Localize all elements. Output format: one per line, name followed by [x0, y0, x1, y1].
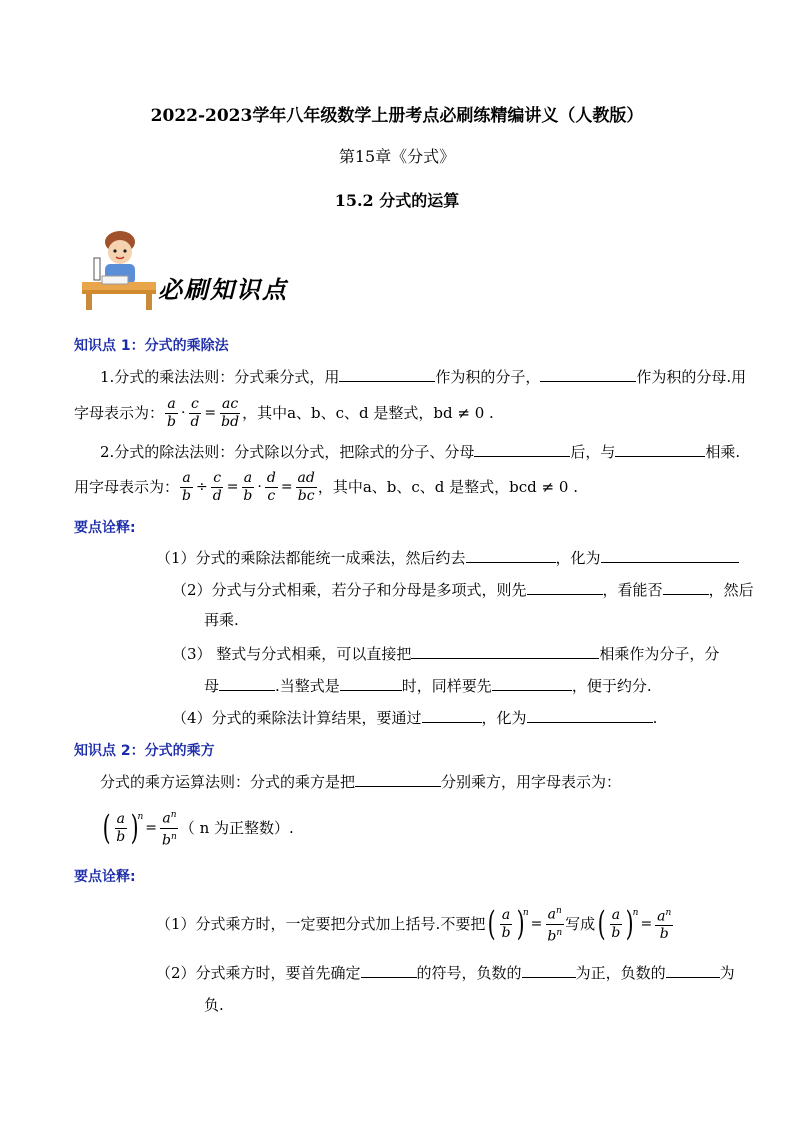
fraction: $\frac{ac}{bd}$ [221, 395, 240, 430]
note1-item2: （2）分式与分式相乘，若分子和分母是多项式，则先 ，看能否 ，然后 [172, 581, 754, 599]
note2-item2: （2）分式乘方时，要首先确定 的符号，负数的 为正，负数的 为 [156, 964, 735, 982]
fraction: $\frac{c}{d}$ [190, 395, 200, 430]
answer-blank[interactable] [474, 441, 570, 457]
fraction: $\frac{c}{d}$ [212, 469, 222, 504]
fraction: $\frac{a^n}{b}$ [657, 907, 672, 943]
fraction: $\frac{a}{b}$ [116, 810, 126, 845]
kp2-rule-line1: 分式的乘方运算法则：分式的乘方是把 分别乘方，用字母表示为： [100, 773, 622, 791]
kp1-rule2-line2: 用字母表示为： $\frac{a}{b}$ ÷ $\frac{c}{d}$ = $\frac{a}{b}$ · $\frac{d}{c}$ = $\frac{ad}{bc}$ ，其中a、b、c、d 是整式，bcd ≠ 0 . [74, 469, 578, 504]
answer-blank[interactable] [339, 366, 435, 382]
note1-item3: （3） 整式与分式相乘，可以直接把 相乘作为分子，分 [172, 645, 720, 663]
answer-blank[interactable] [663, 579, 709, 595]
kp2-heading: 知识点 2：分式的乘方 [74, 743, 215, 759]
section-title: 15.2 分式的运算 [334, 191, 460, 210]
fraction: $\frac{ad}{bc}$ [297, 469, 315, 504]
chapter-title: 第15章《分式》 [338, 147, 456, 166]
note1-item3-cont: 母 .当整式是 时，同样要先 ，便于约分. [204, 677, 652, 695]
fraction: $\frac{d}{c}$ [266, 469, 276, 504]
fraction: $\frac{a}{b}$ [243, 469, 253, 504]
fraction: $\frac{a}{b}$ [167, 395, 176, 430]
note1-item1: （1）分式的乘除法都能统一成乘法，然后约去 ，化为 [156, 547, 739, 568]
answer-blank[interactable] [422, 707, 482, 723]
kp1-rule1-line2: 字母表示为： $\frac{a}{b}$ · $\frac{c}{d}$ = $\frac{ac}{bd}$ ，其中a、b、c、d 是整式，bd ≠ 0 . [74, 395, 494, 430]
answer-blank[interactable] [340, 675, 402, 691]
answer-blank[interactable] [527, 707, 653, 723]
kp2-rule-formula: ( $\frac{a}{b}$ ) n = $\frac{a^n}{b^n}$ （ n 为正整数）. [102, 808, 294, 849]
answer-blank[interactable] [522, 962, 576, 978]
note1-item4: （4）分式的乘除法计算结果，要通过 ，化为 . [172, 709, 658, 727]
kp1-heading: 知识点 1：分式的乘除法 [74, 338, 229, 354]
note1-heading: 要点诠释: [74, 520, 136, 536]
fraction: $\frac{a}{b}$ [501, 906, 511, 941]
answer-blank[interactable] [615, 441, 705, 457]
banner-title: 必刷知识点 [158, 276, 288, 304]
answer-blank[interactable] [492, 675, 572, 691]
fraction: $\frac{a}{b}$ [611, 906, 621, 941]
fraction: $\frac{a}{b}$ [182, 469, 191, 504]
fraction: $\frac{a^n}{b^n}$ [162, 809, 177, 849]
document-title: 2022-2023学年八年级数学上册考点必刷练精编讲义（人教版） [150, 106, 644, 126]
note2-item1: （1）分式乘方时，一定要把分式加上括号.不要把 ( $\frac{a}{b}$ ) n = $\frac{a^n}{b^n}$ 写成 ( $\frac{a}{b}$ ) n = $\frac{a^n}{b}$ [156, 904, 672, 945]
answer-blank[interactable] [540, 366, 636, 382]
answer-blank[interactable] [355, 771, 441, 787]
answer-blank[interactable] [666, 962, 720, 978]
answer-blank[interactable] [219, 675, 275, 691]
answer-blank[interactable] [466, 547, 556, 563]
student-illustration [80, 228, 160, 312]
kp1-rule1-line1: 1.分式的乘法法则：分式乘分式，用 作为积的分子， 作为积的分母.用 [100, 368, 747, 386]
answer-blank[interactable] [527, 579, 603, 595]
note1-item2-cont: 再乘. [204, 611, 239, 629]
answer-blank[interactable] [411, 643, 599, 659]
kp1-rule2-line1: 2.分式的除法法则：分式除以分式，把除式的分子、分母 后，与 相乘. [100, 443, 741, 461]
answer-blank[interactable] [361, 962, 417, 978]
fraction: $\frac{a^n}{b^n}$ [547, 905, 563, 945]
note2-heading: 要点诠释: [74, 869, 136, 885]
note2-item2-cont: 负. [204, 996, 224, 1014]
answer-blank[interactable] [601, 547, 739, 563]
